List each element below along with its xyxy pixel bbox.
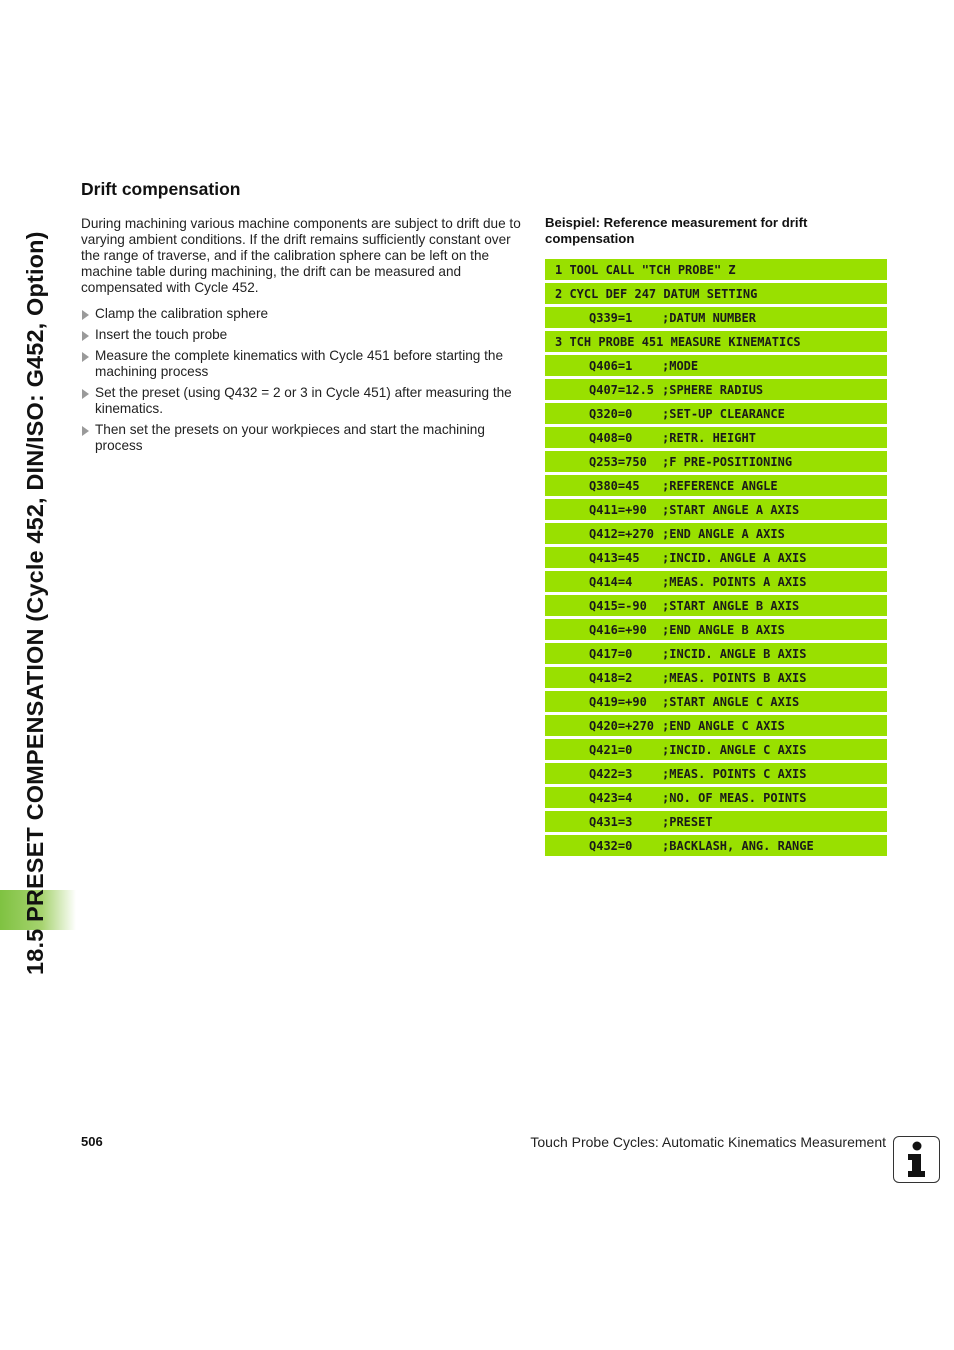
code-parameter: Q419=+90 [589, 694, 647, 709]
nc-program-listing [545, 259, 887, 859]
code-comment: ;END ANGLE A AXIS [662, 526, 785, 541]
step-text: Set the preset (using Q432 = 2 or 3 in Cycle 451) after measuring the kinematics. [95, 385, 512, 416]
chapter-side-title: 18.5 PRESET COMPENSATION (Cycle 452, DIN/ISO: G452, Option) [22, 231, 48, 975]
code-comment: ;MEAS. POINTS B AXIS [662, 670, 807, 685]
code-parameter: Q432=0 [589, 838, 633, 853]
step-item [81, 306, 521, 322]
code-comment: ;MODE [662, 358, 699, 373]
info-icon-glyph [894, 1137, 938, 1181]
code-line [545, 595, 887, 616]
code-comment: ;F PRE-POSITIONING [662, 454, 793, 469]
code-comment: ;END ANGLE C AXIS [662, 718, 785, 733]
code-line [545, 475, 887, 496]
code-comment: ;SET-UP CLEARANCE [662, 406, 785, 421]
code-line [545, 787, 887, 808]
code-comment: ;START ANGLE C AXIS [662, 694, 800, 709]
code-comment: ;RETR. HEIGHT [662, 430, 756, 445]
step-text: Then set the presets on your workpieces and start the machining process [95, 422, 485, 453]
code-comment: ;NO. OF MEAS. POINTS [662, 790, 807, 805]
code-comment: ;INCID. ANGLE C AXIS [662, 742, 807, 757]
code-comment: ;PRESET [662, 814, 713, 829]
code-line [545, 547, 887, 568]
arrow-bullet-icon [82, 310, 89, 320]
code-line [545, 379, 887, 400]
code-parameter: Q420=+270 [589, 718, 655, 733]
code-line [545, 259, 887, 280]
code-comment: ;MEAS. POINTS C AXIS [662, 766, 807, 781]
code-comment: ;INCID. ANGLE B AXIS [662, 646, 807, 661]
code-line [545, 283, 887, 304]
code-parameter: Q320=0 [589, 406, 633, 421]
code-parameter: Q431=3 [589, 814, 633, 829]
arrow-bullet-icon [82, 352, 89, 362]
step-text: Insert the touch probe [95, 327, 228, 342]
code-parameter: Q415=-90 [589, 598, 647, 613]
code-comment: ;DATUM NUMBER [662, 310, 756, 325]
code-line [545, 811, 887, 832]
code-line [545, 451, 887, 472]
code-line [545, 739, 887, 760]
code-line [545, 715, 887, 736]
code-line [545, 691, 887, 712]
code-parameter: Q406=1 [589, 358, 633, 373]
code-line [545, 571, 887, 592]
code-parameter: Q380=45 [589, 478, 640, 493]
code-parameter: Q253=750 [589, 454, 647, 469]
code-parameter: Q339=1 [589, 310, 633, 325]
code-line [545, 667, 887, 688]
code-parameter: Q423=4 [589, 790, 633, 805]
footer-chapter-title: Touch Probe Cycles: Automatic Kinematics Measurement [530, 1134, 886, 1150]
code-comment: ;START ANGLE A AXIS [662, 502, 800, 517]
code-text: 3 TCH PROBE 451 MEASURE KINEMATICS [555, 334, 801, 349]
code-parameter: Q422=3 [589, 766, 633, 781]
step-text: Measure the complete kinematics with Cycle 451 before starting the machining process [95, 348, 504, 379]
code-line [545, 643, 887, 664]
step-text: Clamp the calibration sphere [95, 306, 269, 321]
code-parameter: Q417=0 [589, 646, 633, 661]
intro-paragraph: During machining various machine components are subject to drift due to varying ambient conditions. If the drift remains sufficiently constant over the range of traverse, and if the calibration sphere can be left on the machine table during machining, the drift can be measured and compensated with Cycle 452. [81, 216, 521, 295]
step-list [81, 306, 521, 459]
code-line [545, 355, 887, 376]
code-parameter: Q411=+90 [589, 502, 647, 517]
code-line [545, 835, 887, 856]
code-line [545, 403, 887, 424]
code-line [545, 619, 887, 640]
code-line [545, 763, 887, 784]
arrow-bullet-icon [82, 426, 89, 436]
step-item [81, 385, 521, 417]
code-text: 2 CYCL DEF 247 DATUM SETTING [555, 286, 758, 301]
code-comment: ;REFERENCE ANGLE [662, 478, 778, 493]
code-line [545, 523, 887, 544]
code-comment: ;END ANGLE B AXIS [662, 622, 785, 637]
code-parameter: Q412=+270 [589, 526, 655, 541]
page-number: 506 [81, 1134, 103, 1149]
code-line [545, 499, 887, 520]
code-parameter: Q413=45 [589, 550, 640, 565]
code-parameter: Q418=2 [589, 670, 633, 685]
code-line [545, 427, 887, 448]
code-comment: ;START ANGLE B AXIS [662, 598, 800, 613]
example-caption: Beispiel: Reference measurement for drift compensation [545, 215, 808, 246]
code-parameter: Q414=4 [589, 574, 633, 589]
step-item [81, 422, 521, 454]
code-comment: ;MEAS. POINTS A AXIS [662, 574, 807, 589]
section-heading: Drift compensation [81, 179, 241, 199]
code-parameter: Q407=12.5 [589, 382, 655, 397]
info-icon [893, 1136, 940, 1183]
code-parameter: Q421=0 [589, 742, 633, 757]
code-text: 1 TOOL CALL "TCH PROBE" Z [555, 262, 736, 277]
code-parameter: Q408=0 [589, 430, 633, 445]
code-parameter: Q416=+90 [589, 622, 647, 637]
code-comment: ;INCID. ANGLE A AXIS [662, 550, 807, 565]
step-item [81, 348, 521, 380]
step-item [81, 327, 521, 343]
code-line [545, 331, 887, 352]
code-comment: ;BACKLASH, ANG. RANGE [662, 838, 814, 853]
arrow-bullet-icon [82, 389, 89, 399]
code-comment: ;SPHERE RADIUS [662, 382, 764, 397]
code-line [545, 307, 887, 328]
arrow-bullet-icon [82, 331, 89, 341]
